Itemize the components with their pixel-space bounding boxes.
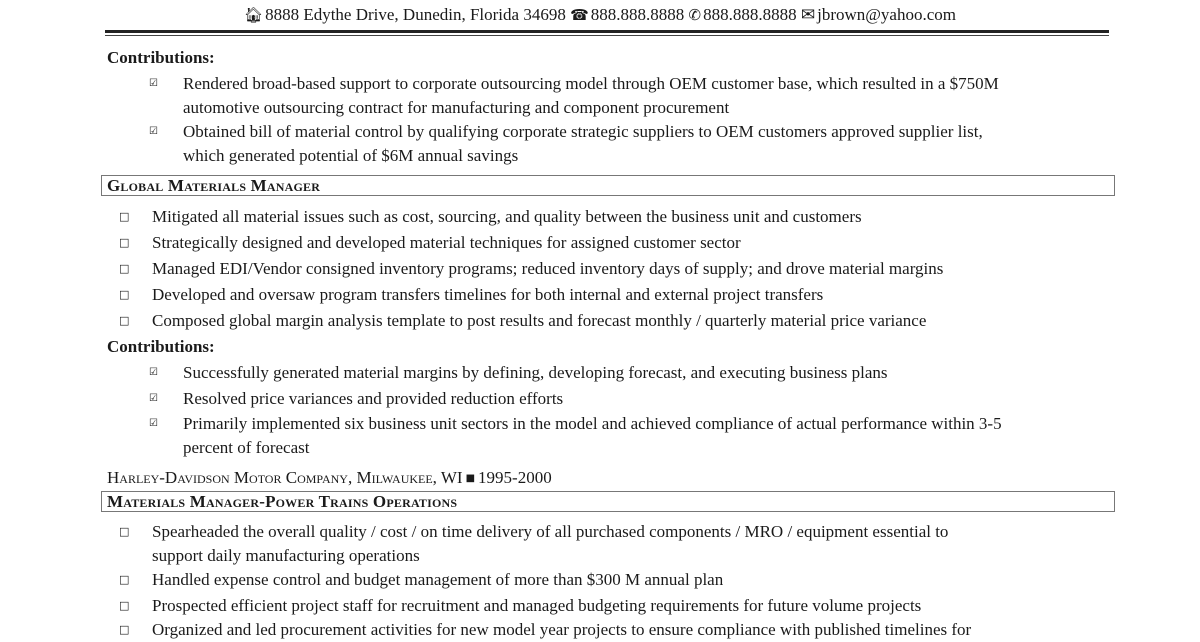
list-item-line: Resolved price variances and provided reduction efforts — [183, 389, 564, 408]
list-item-line: Developed and oversaw program transfers timelines for both internal and external project transfers — [152, 285, 824, 304]
list-item-line: which generated potential of $6M annual savings — [183, 146, 519, 165]
list-item-line: Spearheaded the overall quality / cost / on time delivery of all purchased components / MRO / equipment essential to — [152, 522, 949, 541]
home-icon: 🏠︎ — [244, 6, 264, 24]
list-item — [149, 120, 1108, 168]
list-item — [119, 309, 1107, 333]
list-item-line: Rendered broad-based support to corporate outsourcing model through OEM customer base, which resulted in a $750M — [183, 74, 999, 93]
list-item — [149, 412, 1108, 460]
header-rule — [105, 30, 1109, 33]
list-item — [119, 520, 1107, 568]
list-item-line: Mitigated all material issues such as cost, sourcing, and quality between the business unit and customers — [152, 207, 862, 226]
company-years: 1995-2000 — [478, 468, 552, 487]
list-item-line: Managed EDI/Vendor consigned inventory programs; reduced inventory days of supply; and drove material margins — [152, 259, 944, 278]
mobile-icon: ✆ — [688, 6, 702, 24]
checkbox-checked-icon: ☑ — [149, 393, 158, 404]
list-item-line: Successfully generated material margins by defining, developing forecast, and executing business plans — [183, 363, 888, 382]
contributions-heading: Contributions: — [107, 48, 215, 67]
list-item-line: percent of forecast — [183, 438, 310, 457]
list-item-line: Primarily implemented six business unit sectors in the model and achieved compliance of actual performance within 3-5 — [183, 414, 1002, 433]
list-item-line: Handled expense control and budget management of more than $300 M annual plan — [152, 570, 724, 589]
contact-mobile: 888.888.8888 — [703, 5, 797, 24]
checkbox-checked-icon: ☑ — [149, 78, 158, 89]
square-bullet-icon: □ — [119, 623, 130, 636]
list-item — [119, 257, 1107, 281]
contact-line — [0, 4, 1200, 26]
square-bullet-icon: □ — [119, 288, 130, 301]
list-item — [119, 594, 1107, 618]
list-item-line: automotive outsourcing contract for manufacturing and component procurement — [183, 98, 730, 117]
list-item — [149, 361, 1108, 385]
contact-address: 8888 Edythe Drive, Dunedin, Florida 34698 — [265, 5, 566, 24]
list-item — [119, 568, 1107, 592]
list-item — [119, 231, 1107, 255]
checkbox-checked-icon: ☑ — [149, 126, 158, 137]
square-separator-icon: ■ — [465, 473, 476, 484]
square-bullet-icon: □ — [119, 573, 130, 586]
list-item — [149, 387, 1108, 411]
phone-icon: ☎ — [570, 6, 589, 24]
contact-email[interactable]: jbrown@yahoo.com — [817, 5, 956, 24]
job-title: Materials Manager-Power Trains Operations — [101, 491, 1115, 512]
square-bullet-icon: □ — [119, 599, 130, 612]
checkbox-checked-icon: ☑ — [149, 418, 158, 429]
checkbox-checked-icon: ☑ — [149, 367, 158, 378]
list-item-line: Prospected efficient project staff for recruitment and managed budgeting requirements for future volume projects — [152, 596, 922, 615]
square-bullet-icon: □ — [119, 236, 130, 249]
list-item-line: Obtained bill of material control by qualifying corporate strategic suppliers to OEM customers approved supplier list, — [183, 122, 983, 141]
square-bullet-icon: □ — [119, 210, 130, 223]
mail-icon: ✉ — [800, 5, 816, 25]
list-item-line: support daily manufacturing operations — [152, 546, 420, 565]
job-title: Global Materials Manager — [101, 175, 1115, 196]
company-name: Harley-Davidson Motor Company, Milwaukee, WI — [107, 468, 463, 487]
list-item — [119, 618, 1107, 642]
contributions-heading: Contributions: — [107, 337, 215, 356]
square-bullet-icon: □ — [119, 314, 130, 327]
list-item-line: Organized and led procurement activities for new model year projects to ensure compliance with published timelines for — [152, 620, 972, 639]
header-rule-thin — [105, 35, 1109, 36]
list-item — [149, 72, 1108, 120]
list-item — [119, 205, 1107, 229]
list-item-line: Strategically designed and developed material techniques for assigned customer sector — [152, 233, 741, 252]
list-item-line: Composed global margin analysis template to post results and forecast monthly / quarterly material price variance — [152, 311, 927, 330]
company-line — [107, 467, 552, 490]
contact-phone: 888.888.8888 — [590, 5, 685, 24]
square-bullet-icon: □ — [119, 525, 130, 538]
square-bullet-icon: □ — [119, 262, 130, 275]
list-item — [119, 283, 1107, 307]
